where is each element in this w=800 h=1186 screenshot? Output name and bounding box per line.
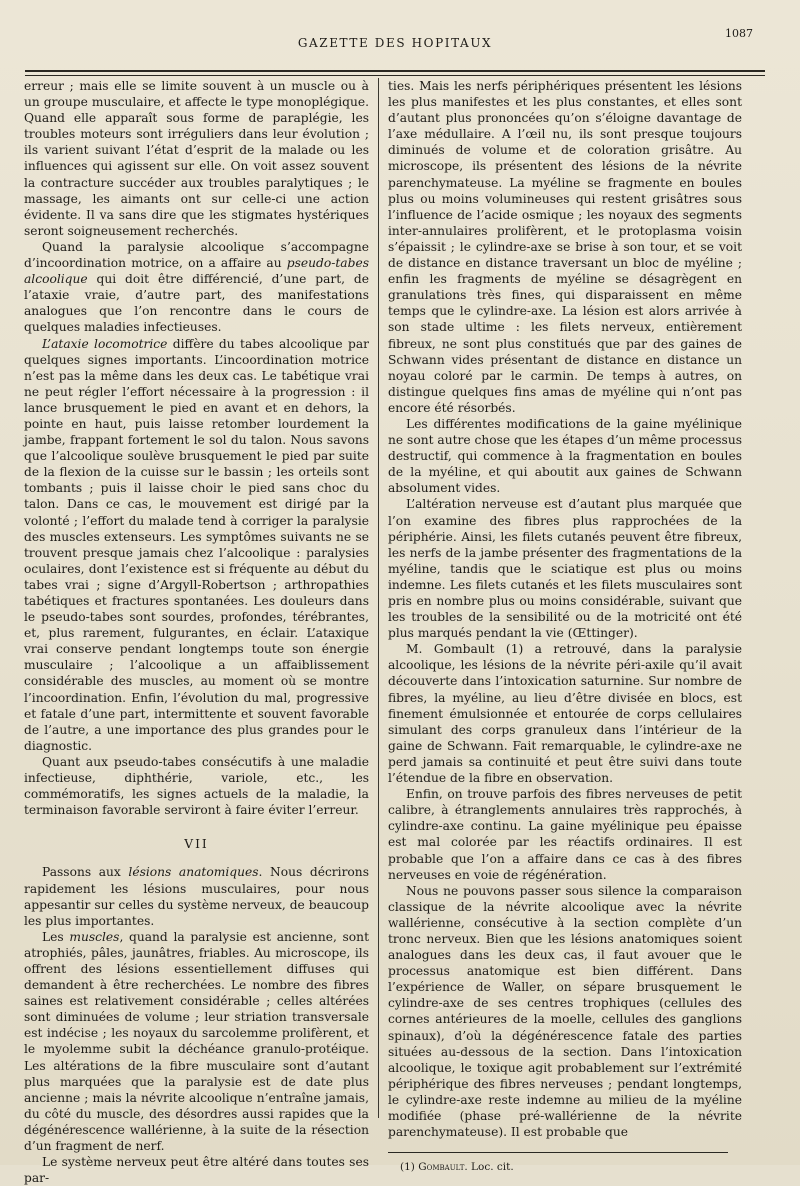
paragraph: Enfin, on trouve parfois des fibres nerveuses de petit calibre, à étranglements annulaires très rapprochés, à cylindre-axe continu. La gaine myélinique peu épaisse est mal colorée par les réactifs ordinaires. Il est probable que l’on a affaire dans ce cas à des fibres nerveuses en voie de régénération. (388, 787, 742, 882)
paragraph: erreur ; mais elle se limite souvent à un muscle ou à un groupe musculaire, et affecte le type monoplégique. Quand elle apparaît sous forme de paraplégie, les troubles moteurs sont irréguliers dans leur évolution ; ils varient suivant l’état d’esprit de la malade ou les influences qui agissent sur elle. On voit assez souvent la contracture succéder aux troubles paralytiques ; le massage, les aimants ont sur celle-ci une action évidente. Il va sans dire que les stigmates hystériques seront soigneusement recherchés. (24, 79, 369, 238)
right-column (388, 78, 743, 1174)
page-number: 1087 (725, 27, 753, 40)
header-rule-thin (25, 75, 765, 76)
paragraph: M. Gombault (1) a retrouvé, dans la paralysie alcoolique, les lésions de la névrite péri-axile qu’il avait découverte dans l’intoxication saturnine. Sur nombre de fibres, la myéline, au lieu d’être divisée en blocs, est finement émulsionnée et entourée de corps cellulaires simulant des corps granuleux dans l’intérieur de la gaine de Schwann. Fait remarquable, le cylindre-axe ne perd jamais sa continuité et peut être suivi dans toute l’étendue de la fibre en observation. (388, 642, 742, 786)
paragraph: Quand la paralysie alcoolique s’accompagne d’incoordination motrice, on a affaire au pseudo-tabes alcoolique qui doit être différencié, d’une part, de l’ataxie vraie, d’autre part, des manifestations analogues que l’on rencontre dans le cours de quelques maladies infectieuses. (24, 239, 369, 335)
paragraph: L’ataxie locomotrice diffère du tabes alcoolique par quelques signes importants. L’incoordination motrice n’est pas la même dans les deux cas. Le tabétique vrai ne peut régler l’effort nécessaire à la progression : il lance brusquement le pied en avant et en dehors, la pointe en haut, puis laisse retomber lourdement la jambe, frappant fortement le sol du talon. Nous savons que l’alcoolique soulève brusquement le pied par suite de la flexion de la cuisse sur le bassin ; les orteils sont tombants ; puis il laisse choir le pied sans choc du talon. Dans ce cas, le mouvement est dirigé par la volonté ; l’effort du malade tend à corriger la paralysie des muscles extenseurs. Les symptômes suivants ne se trouvent presque jamais chez l’alcoolique : paralysies oculaires, dont l’existence est si fréquente au début du tabes vrai ; signe d’Argyll-Robertson ; arthropathies tabétiques et fractures spontanées. Les douleurs dans le pseudo-tabes sont sourdes, profondes, térébrantes, et, plus rarement, fulgurantes, en éclair. L’ataxique vrai conserve pendant longtemps toute son énergie musculaire ; l’alcoolique a un affaiblissement considérable des muscles, au moment où se montre l’incoordination. Enfin, l’évolution du mal, progressive et fatale d’une part, intermittente et souvent favorable de l’autre, a une importance des plus grandes pour le diagnostic. (24, 336, 369, 753)
paragraph: Le système nerveux peut être altéré dans toutes ses par- (24, 1155, 369, 1186)
paragraph: Passons aux lésions anatomiques. Nous décrirons rapidement les lésions musculaires, pour nous appesantir sur celles du système nerveux, de beaucoup les plus importantes. (24, 865, 369, 928)
paragraph: L’altération nerveuse est d’autant plus marquée que l’on examine des fibres plus rapprochées de la périphérie. Ainsi, les filets cutanés peuvent être fibreux, les nerfs de la jambe présenter des fragmentations de la myéline, tandis que le sciatique est plus ou moins indemne. Les filets cutanés et les filets musculaires sont pris en nombre plus ou moins considérable, suivant que les troubles de la sensibilité ou de la motricité ont été plus marqués pendant la vie (Œttinger). (388, 497, 742, 641)
left-column (24, 78, 369, 1186)
paragraph: Quant aux pseudo-tabes consécutifs à une maladie infectieuse, diphthérie, variole, etc., les commémoratifs, les signes actuels de la maladie, la terminaison favorable serviront à faire éviter l’erreur. (24, 754, 369, 818)
page-header (25, 24, 765, 60)
column-divider (378, 78, 379, 1118)
running-title: GAZETTE DES HOPITAUX (297, 36, 493, 50)
footnote: (1) Gombault. Loc. cit. (388, 1152, 728, 1174)
paragraph: Nous ne pouvons passer sous silence la comparaison classique de la névrite alcoolique avec la névrite wallérienne, consécutive à la section complète d’un tronc nerveux. Bien que les lésions anatomiques soient analogues dans les deux cas, il faut avouer que le processus anatomique est bien différent. Dans l’expérience de Waller, on sépare brusquement le cylindre-axe de ses centres trophiques (cellules des cornes antérieures de la moelle, cellules des ganglions spinaux), d’où la dégénérescence fatale des parties situées au-dessous de la section. Dans l’intoxication alcoolique, le toxique agit probablement sur l’extrémité périphérique des fibres nerveuses ; pendant longtemps, le cylindre-axe reste indemne au milieu de la myéline modifiée (phase pré-wallérienne de la névrite parenchymateuse). Il est probable que (388, 883, 742, 1140)
paragraph: Les muscles, quand la paralysie est ancienne, sont atrophiés, pâles, jaunâtres, friables. Au microscope, ils offrent des lésions essentiellement diffuses qui demandent à être recherchées. Le nombre des fibres saines est relativement considérable ; celles altérées sont diminuées de volume ; leur striation transversale est indécise ; les noyaux du sarcolemme prolifèrent, et le myolemme subit la déchéance granulo-protéique. Les altérations de la fibre musculaire sont d’autant plus marquées que la paralysie est de date plus ancienne ; mais la névrite alcoolique n’entraîne jamais, du côté du muscle, des désordres aussi rapides que la dégénérescence wallérienne, à la suite de la résection d’un fragment de nerf. (24, 929, 369, 1153)
section-number: VII (184, 837, 209, 852)
paragraph: ties. Mais les nerfs périphériques présentent les lésions les plus manifestes et les plus constantes, et elles sont d’autant plus prononcées qu’on s’éloigne davantage de l’axe médullaire. A l’œil nu, ils sont presque toujours diminués de volume et de coloration grisâtre. Au microscope, ils présentent des lésions de la névrite parenchymateuse. La myéline se fragmente en boules plus ou moins volumineuses qui restent grisâtres sous l’influence de l’acide osmique ; les noyaux des segments inter-annulaires prolifèrent, et le protoplasma voisin s’épaissit ; le cylindre-axe se brise à son tour, et se voit de distance en distance traversant un bloc de myéline ; enfin les fragments de myéline se désagrègent en granulations très fines, qui disparaissent en même temps que le cylindre-axe. La lésion est alors arrivée à son stade ultime : les filets nerveux, entièrement fibreux, ne sont plus constitués que par des gaines de Schwann vides présentant de distance en distance un noyau coloré par le carmin. De temps à autres, on distingue quelques fins amas de myéline qui n’ont pas encore été résorbés. (388, 79, 742, 415)
paragraph: Les différentes modifications de la gaine myélinique ne sont autre chose que les étapes d’un même processus destructif, qui commence à la fragmentation en boules de la myéline, et qui aboutit aux gaines de Schwann absolument vides. (388, 416, 743, 496)
header-rule (25, 70, 765, 72)
